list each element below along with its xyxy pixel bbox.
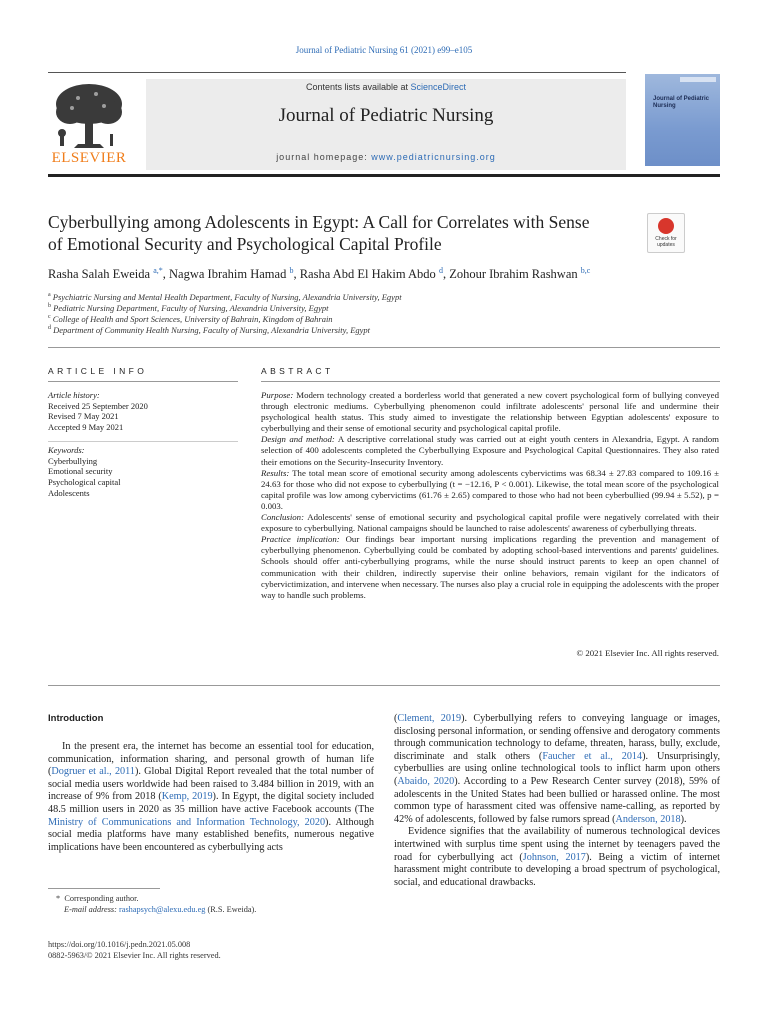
abstract-copyright: © 2021 Elsevier Inc. All rights reserved. xyxy=(576,648,719,658)
keywords-block xyxy=(48,445,238,499)
affiliation-sup: b xyxy=(48,303,51,310)
text-run: ( xyxy=(394,713,398,724)
paragraph xyxy=(48,741,374,854)
contents-prefix: Contents lists available at xyxy=(305,82,411,92)
keywords-label: Keywords: xyxy=(48,445,85,455)
sciencedirect-link[interactable]: ScienceDirect xyxy=(410,82,467,92)
check-updates-icon xyxy=(658,218,674,234)
citation-link[interactable]: Dogruer et al., 2011 xyxy=(51,766,135,778)
text-run: ). Unsurprisingly, cyberbullies are using online technological tools to inflict harm upon others ( xyxy=(394,750,720,787)
text-run: ). In Egypt, the digital society included 48.5 million users in 2020 as 35 million have active Facebook accounts (The xyxy=(48,791,374,815)
text-run: In the present era, the internet has become an essential tool for education, communication, information sharing, and personal growth of human life ( xyxy=(48,741,374,778)
author-affiliation-sup[interactable]: b xyxy=(289,266,294,275)
history-item: Accepted 9 May 2021 xyxy=(48,422,124,433)
author-name[interactable]: Zohour Ibrahim Rashwan xyxy=(449,267,578,282)
check-updates-label: Check for updates xyxy=(655,236,677,248)
abstract-label: Conclusion: xyxy=(261,512,305,523)
citation-link[interactable]: Kemp, 2019 xyxy=(161,791,213,803)
affiliation-text: College of Health and Sport Sciences, University of Bahrain, Kingdom of Bahrain xyxy=(52,314,333,324)
abstract-label: Design and method: xyxy=(261,434,335,445)
check-for-updates-button[interactable] xyxy=(647,213,685,253)
author-email-link[interactable]: rashapsych@alexu.edu.eg xyxy=(119,905,206,914)
text-run: ). According to a Pew Research Center survey (2018), 59% of adolescents in the United States had been bullied or harassed online. The most common type of harassment cited was offensive name-calling, as reported by 42% of adolescents, followed by false rumors spread ( xyxy=(394,775,720,825)
doi-link[interactable]: https://doi.org/10.1016/j.pedn.2021.05.008 xyxy=(48,940,191,949)
front-matter-divider xyxy=(48,347,720,348)
author-separator: , xyxy=(162,267,169,282)
article-title: Cyberbullying among Adolescents in Egypt: A Call for Correlates with Sense of Emotional Security and Psychological Capital Profile xyxy=(48,212,590,254)
author-name[interactable]: Nagwa Ibrahim Hamad xyxy=(169,267,287,282)
abstract-text: Our findings bear important nursing implications regarding the prevention and management of cyberbullying phenomenon. Cyberbullying could be combated by adopting school-based interventions and parents' guidelines. Schools should offer anti-cyberbullying programs, while the nurse should instruct parents to keep an open channel of communication with their children, indirectly supervise their online behaviors, remain vigilant for the indicators of cybervictimization, and intervene when necessary. The nurses also play a crucial role in equipping the adolescents with the proper way to handle such problems. xyxy=(261,534,720,600)
citation-link[interactable]: Anderson, 2018 xyxy=(615,813,681,825)
abstract-text: Modern technology created a borderless world that generated a new covert psychological form of bullying conveyed through electronic mediums. Cyberbullying phenomenon could infiltrate adolescents' personal life and undermine their psychological health status. This study aimed to investigate the relationship between Egyptian adolescents' exposure to cyberbullying and their sense of emotional security and psychological capital profile. xyxy=(261,390,719,434)
affiliation-sup: c xyxy=(48,314,51,321)
keywords-divider xyxy=(48,441,238,442)
text-run: ). Global Digital Report revealed that the total number of social media users worldwide had been raised to 3.484 billion in 2019, with an increase of 9% from 2018 ( xyxy=(48,766,374,803)
article-info-divider xyxy=(48,381,238,382)
article-info-heading: ARTICLE INFO xyxy=(48,366,148,376)
abstract-purpose xyxy=(261,390,719,434)
header-divider xyxy=(48,72,626,73)
paragraph xyxy=(394,713,720,826)
author-separator: , xyxy=(293,267,300,282)
email-suffix: (R.S. Eweida). xyxy=(205,905,257,914)
text-run: ). Although social media platforms have many established benefits, numerous negative implications have been encountered as cyberbullying acts xyxy=(48,816,374,853)
keyword-item: Psychological capital xyxy=(48,477,121,488)
abstract-text: A descriptive correlational study was carried out at eight youth centers in Alexandria, Egypt. A random selection of 400 adolescents completed the Cyberbullying Exposure and Psychological Capital Questionnaires. They also rated their emotions on the Security-Insecurity Inventory. xyxy=(261,434,719,467)
abstract-label: Practice implication: xyxy=(261,534,340,545)
author-affiliation-sup[interactable]: d xyxy=(438,266,443,275)
citation-link[interactable]: Johnson, 2017 xyxy=(522,851,586,863)
introduction-heading: Introduction xyxy=(48,713,104,724)
body-divider xyxy=(48,685,720,686)
header-thick-divider xyxy=(48,174,720,177)
journal-cover-thumbnail[interactable] xyxy=(645,74,720,166)
footnote-mark: * xyxy=(56,894,61,903)
cover-top-band xyxy=(680,77,716,82)
keyword-item: Emotional security xyxy=(48,466,113,477)
abstract-text: The total mean score of emotional security among adolescents cybervictims was 68.34 ± 27.83 compared to 109.16 ± 24.63 for those who did not expose to cyberbullying (t = −12.16, P < 0.001). Likewise, the total mean score of the psychological capital profile was low among cybervictims (61.76 ± 2.65) compared to those who had not been cyberbullied (99.94 ± 5.52), p = 0.003. xyxy=(261,467,719,511)
abstract-label: Results: xyxy=(261,467,290,478)
citation-link[interactable]: Faucher et al., 2014 xyxy=(542,750,643,762)
affiliation-sup: a xyxy=(48,292,51,299)
footnote-divider xyxy=(48,888,160,889)
email-note xyxy=(64,905,256,914)
citation-link[interactable]: Clement, 2019 xyxy=(397,713,462,724)
abstract-label: Purpose: xyxy=(261,390,294,400)
abstract-results xyxy=(261,468,719,512)
affiliation-text: Department of Community Health Nursing, Faculty of Nursing, Alexandria University, Egypt xyxy=(53,325,371,335)
abstract-practice-implication xyxy=(261,534,719,601)
text-run: ). Cyberbullying refers to conveying language or images, disclosing personal information, or sending offensive and derogatory comments through communication technology to defame, threaten, harass, bully, exclude, discriminate and stalk others ( xyxy=(394,713,720,762)
paragraph xyxy=(394,826,720,889)
keyword-item: Cyberbullying xyxy=(48,455,98,466)
abstract-divider xyxy=(261,381,720,382)
text-run: ). xyxy=(680,813,687,825)
text-run: ). Being a victim of internet harassment might contribute to developing a broad spectrum of psychological, social, and educational drawbacks. xyxy=(394,851,720,888)
author-name[interactable]: Rasha Abd El Hakim Abdo xyxy=(299,267,436,282)
contents-line xyxy=(146,82,626,92)
journal-reference-link[interactable]: Journal of Pediatric Nursing 61 (2021) e99–e105 xyxy=(295,45,473,55)
citation-link[interactable]: Ministry of Communications and Information Technology, 2020 xyxy=(48,816,326,828)
journal-title: Journal of Pediatric Nursing xyxy=(278,105,494,126)
abstract-heading: ABSTRACT xyxy=(261,366,334,376)
abstract-design xyxy=(261,434,719,467)
corresponding-text: Corresponding author. xyxy=(64,894,139,903)
text-run: Evidence signifies that the availability of numerous technological devices intertwined with surplus time spent using the internet by teenagers paved the road for cyberbullying act ( xyxy=(394,826,720,863)
keyword-item: Adolescents xyxy=(48,487,90,498)
email-label: E-mail address: xyxy=(64,905,119,914)
history-label: Article history: xyxy=(48,390,100,400)
affiliation-text: Pediatric Nursing Department, Faculty of Nursing, Alexandria University, Egypt xyxy=(53,303,329,313)
right-column xyxy=(394,713,720,889)
elsevier-wordmark: ELSEVIER xyxy=(51,150,127,166)
author-name[interactable]: Rasha Salah Eweida xyxy=(48,267,151,282)
affiliation-item xyxy=(48,303,720,313)
journal-homepage xyxy=(146,152,626,162)
citation-link[interactable]: Abaido, 2020 xyxy=(397,775,455,787)
issn-copyright: 0882-5963/© 2021 Elsevier Inc. All rights reserved. xyxy=(48,951,221,960)
homepage-prefix: journal homepage: xyxy=(276,152,372,162)
corresponding-author-note xyxy=(56,894,139,903)
affiliation-item xyxy=(48,314,720,324)
cover-title: Journal of Pediatric Nursing xyxy=(653,96,710,109)
author-affiliation-sup[interactable]: a,* xyxy=(153,266,163,275)
author-affiliation-sup[interactable]: b,c xyxy=(580,266,591,275)
author-list xyxy=(48,266,720,282)
history-item: Received 25 September 2020 xyxy=(48,400,148,411)
abstract-body xyxy=(261,390,719,601)
abstract-conclusion xyxy=(261,512,719,534)
author-separator: , xyxy=(442,267,450,282)
left-column xyxy=(48,741,374,854)
affiliation-sup: d xyxy=(48,325,51,332)
homepage-link[interactable]: www.pediatricnursing.org xyxy=(371,152,496,162)
abstract-text: Adolescents' sense of emotional security and psychological capital profile were negatively correlated with their exposure to cyberbullying. National campaigns should be launched to raise adolescents' awareness of cyberbullying threats. xyxy=(261,512,719,534)
affiliation-item xyxy=(48,292,720,302)
history-item: Revised 7 May 2021 xyxy=(48,411,119,422)
affiliation-text: Psychiatric Nursing and Mental Health Department, Faculty of Nursing, Alexandria University, Egypt xyxy=(52,292,402,302)
affiliation-item xyxy=(48,325,720,335)
article-history xyxy=(48,390,238,433)
